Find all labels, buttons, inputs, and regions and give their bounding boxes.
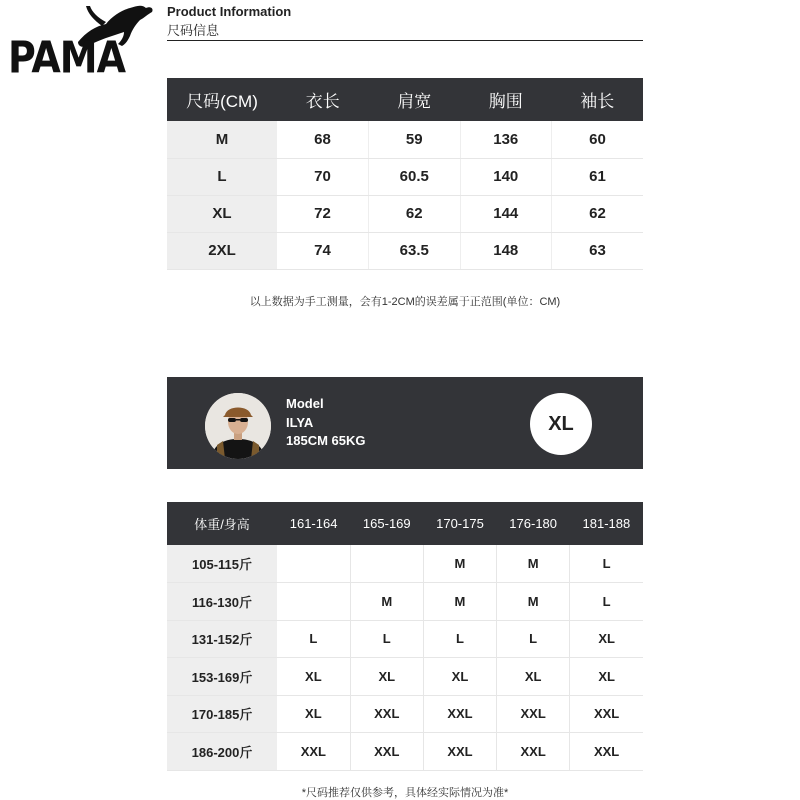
recommend-cell: M (497, 583, 570, 621)
size-value-cell: 61 (552, 158, 644, 195)
logo-wordmark: PAMA (8, 32, 125, 83)
recommend-cell: XXL (570, 733, 643, 771)
weight-label-cell: 105-115斤 (167, 545, 277, 583)
recommend-cell: XXL (350, 695, 423, 733)
recommend-cell: L (570, 545, 643, 583)
size-value-cell: 74 (277, 232, 369, 269)
header-title: Product Information (167, 4, 292, 19)
model-stats: 185CM 65KG (286, 433, 366, 448)
recommend-header-cell: 170-175 (423, 502, 496, 545)
recommend-header-cell: 181-188 (570, 502, 643, 545)
table-row (167, 195, 643, 232)
table-row (167, 158, 643, 195)
table-row (167, 733, 643, 771)
size-value-cell: 68 (277, 121, 369, 158)
size-value-cell: 70 (277, 158, 369, 195)
size-label-cell: 2XL (167, 232, 277, 269)
recommend-cell: L (277, 620, 350, 658)
recommend-header-row (167, 502, 643, 545)
model-size-badge: XL (530, 393, 592, 455)
recommend-cell: XXL (423, 733, 496, 771)
size-value-cell: 72 (277, 195, 369, 232)
recommend-cell (277, 545, 350, 583)
size-value-cell: 148 (460, 232, 552, 269)
recommend-cell: XL (350, 658, 423, 696)
size-recommendation-table (167, 502, 643, 771)
recommend-cell: L (570, 583, 643, 621)
size-label-cell: M (167, 121, 277, 158)
recommend-cell (350, 545, 423, 583)
table-row (167, 695, 643, 733)
recommend-cell: XL (277, 658, 350, 696)
size-value-cell: 59 (369, 121, 461, 158)
table-row (167, 658, 643, 696)
recommend-cell: XL (423, 658, 496, 696)
recommend-cell: L (423, 620, 496, 658)
weight-label-cell: 131-152斤 (167, 620, 277, 658)
recommend-header-cell: 体重/身高 (167, 502, 277, 545)
table-row (167, 232, 643, 269)
size-value-cell: 62 (369, 195, 461, 232)
recommend-cell: XXL (497, 733, 570, 771)
size-label-cell: XL (167, 195, 277, 232)
recommend-cell: XXL (423, 695, 496, 733)
size-table-header-row (167, 78, 643, 121)
header-subtitle: 尺码信息 (167, 23, 220, 38)
reference-note: *尺码推荐仅供参考，具体经实际情况为准* (301, 787, 509, 799)
recommend-header-cell: 165-169 (350, 502, 423, 545)
brand-logo (6, 2, 156, 83)
recommend-cell (277, 583, 350, 621)
size-value-cell: 60.5 (369, 158, 461, 195)
recommend-cell: XL (570, 658, 643, 696)
recommend-cell: M (423, 545, 496, 583)
size-value-cell: 136 (460, 121, 552, 158)
weight-label-cell: 153-169斤 (167, 658, 277, 696)
table-row (167, 583, 643, 621)
recommend-cell: L (350, 620, 423, 658)
recommend-cell: XL (497, 658, 570, 696)
table-row (167, 545, 643, 583)
size-header-cell: 尺码(CM) (167, 78, 277, 121)
recommend-cell: XXL (350, 733, 423, 771)
table-row (167, 121, 643, 158)
model-info-band (167, 377, 643, 469)
recommend-cell: XXL (497, 695, 570, 733)
header-divider (167, 40, 643, 41)
weight-label-cell: 170-185斤 (167, 695, 277, 733)
size-value-cell: 63.5 (369, 232, 461, 269)
recommend-cell: M (423, 583, 496, 621)
recommend-header-cell: 161-164 (277, 502, 350, 545)
weight-label-cell: 116-130斤 (167, 583, 277, 621)
size-header-cell: 袖长 (552, 78, 644, 121)
recommend-cell: L (497, 620, 570, 658)
size-value-cell: 140 (460, 158, 552, 195)
recommend-cell: XXL (570, 695, 643, 733)
measurement-note: 以上数据为手工测量，会有1-2CM的误差属于正范围(单位：CM) (249, 296, 561, 308)
size-value-cell: 144 (460, 195, 552, 232)
size-value-cell: 63 (552, 232, 644, 269)
size-value-cell: 60 (552, 121, 644, 158)
weight-label-cell: 186-200斤 (167, 733, 277, 771)
size-header-cell: 肩宽 (369, 78, 461, 121)
recommend-cell: XL (570, 620, 643, 658)
recommend-cell: XL (277, 695, 350, 733)
size-header-cell: 衣长 (277, 78, 369, 121)
model-name: ILYA (286, 415, 314, 430)
size-table (167, 78, 643, 270)
model-portrait-icon (205, 393, 271, 459)
recommend-cell: XXL (277, 733, 350, 771)
model-avatar (205, 393, 271, 459)
size-label-cell: L (167, 158, 277, 195)
size-value-cell: 62 (552, 195, 644, 232)
recommend-cell: M (497, 545, 570, 583)
recommend-cell: M (350, 583, 423, 621)
table-row (167, 620, 643, 658)
recommend-header-cell: 176-180 (497, 502, 570, 545)
size-header-cell: 胸围 (460, 78, 552, 121)
model-label: Model (286, 396, 324, 411)
